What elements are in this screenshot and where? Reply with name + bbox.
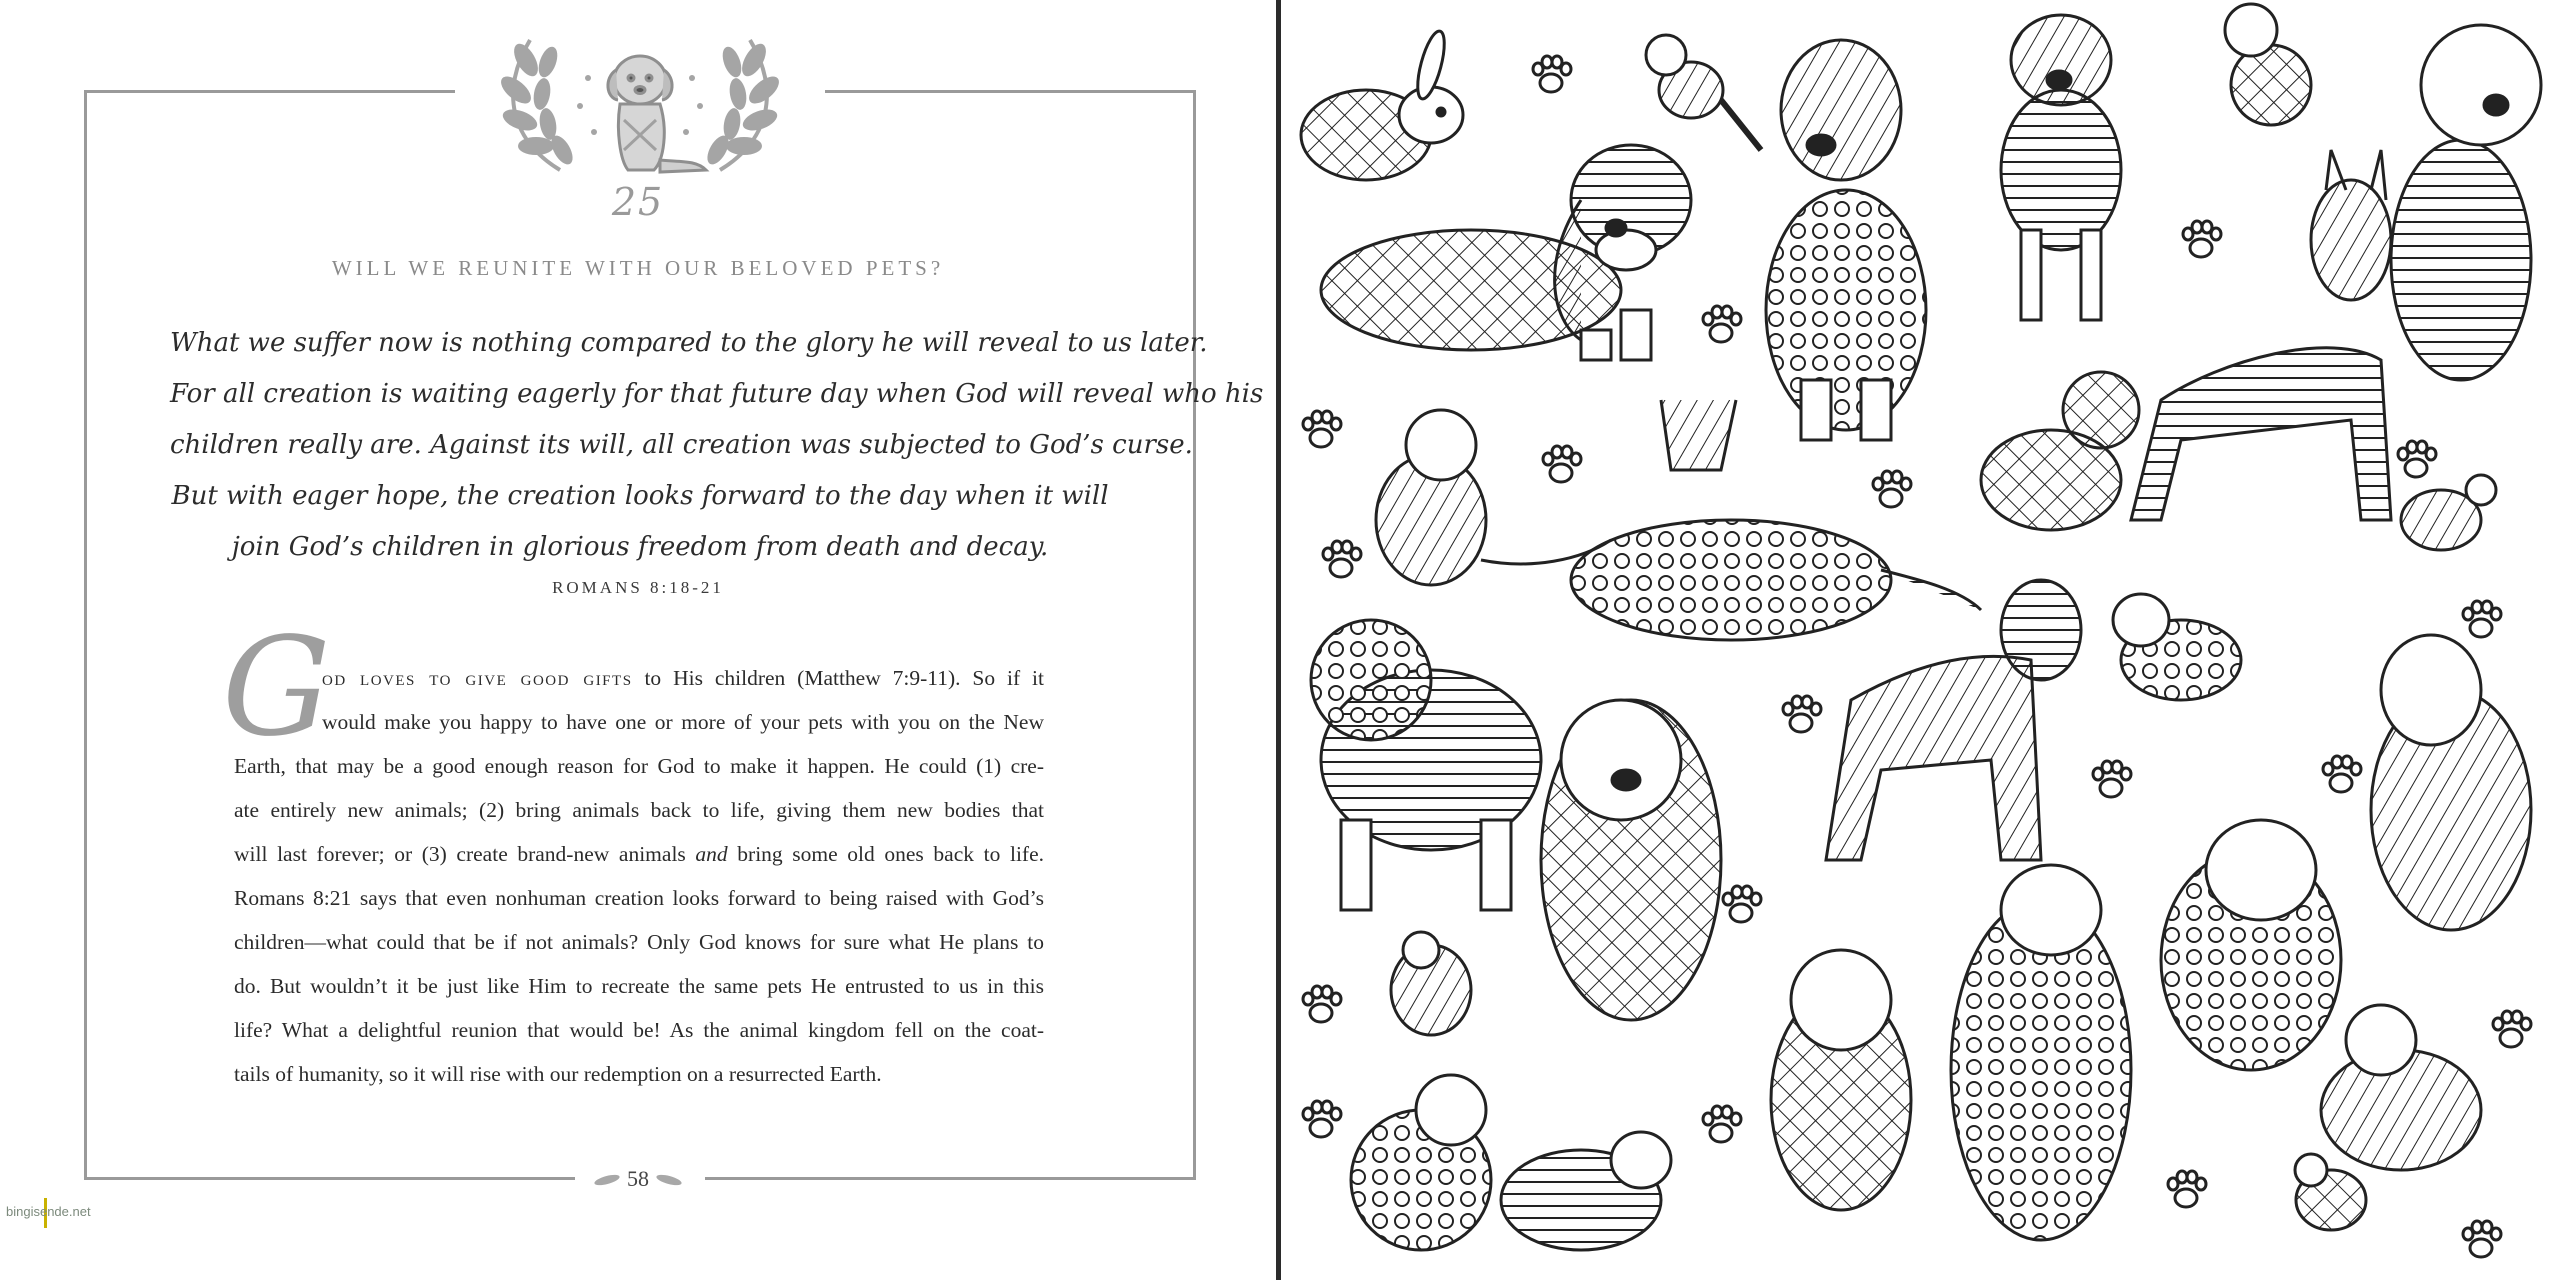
dog-icon xyxy=(1951,865,2131,1240)
cat-icon xyxy=(2225,4,2311,125)
puppy-icon xyxy=(608,56,706,172)
rabbit-icon xyxy=(2113,594,2241,700)
quote-line: But with eager hope, the creation looks forward to the day when it will xyxy=(171,481,1109,511)
coloring-page xyxy=(1281,0,2560,1280)
quote-line: children really are. Against its will, all creation was subjected to God’s curse. xyxy=(170,430,1193,460)
drop-cap: G xyxy=(222,609,331,767)
body-line xyxy=(234,832,1044,876)
dog-icon xyxy=(2391,25,2541,380)
dog-icon xyxy=(1981,372,2139,530)
scripture-reference: ROMANS 8:18-21 xyxy=(552,578,724,597)
cat-icon xyxy=(1376,410,1611,585)
dog-icon xyxy=(2131,150,2391,520)
dog-icon xyxy=(1541,700,1721,1020)
dog-icon xyxy=(1571,400,1981,640)
body-line: life? What a delightful reunion that would be! As the animal kingdom fell on the coat- xyxy=(234,1018,1044,1042)
quote-line: join God’s children in glorious freedom from death and decay. xyxy=(231,532,1049,562)
cat-icon xyxy=(1351,1075,1491,1250)
bird-icon xyxy=(1391,932,1471,1035)
dog-icon xyxy=(1766,40,1926,440)
body-line: Earth, that may be a good enough reason for God to make it happen. He could (1) cre- xyxy=(234,754,1044,778)
body-line: Romans 8:21 says that even nonhuman creation looks forward to being raised with God’s xyxy=(234,886,1044,910)
body-line: would make you happy to have one or more of your pets with you on the New xyxy=(322,710,1044,734)
body-line: do. But wouldn’t it be just like Him to recreate the same pets He entrusted to us in this xyxy=(234,974,1044,998)
quote-line: For all creation is waiting eagerly for that future day when God will reveal who his xyxy=(170,379,1264,409)
body-line: children—what could that be if not animals? Only God knows for sure what He plans to xyxy=(234,930,1044,954)
text-page xyxy=(0,0,1276,1280)
body-line: tails of humanity, so it will rise with our redemption on a resurrected Earth. xyxy=(234,1062,882,1086)
bird-icon xyxy=(1646,35,1761,150)
chapter-title: WILL WE REUNITE WITH OUR BELOVED PETS? xyxy=(331,256,945,280)
scripture-quote xyxy=(170,318,1264,573)
dog-icon xyxy=(2161,820,2341,1070)
bird-icon xyxy=(2295,1154,2366,1230)
rabbit-icon xyxy=(1501,1132,1671,1250)
body-line-text: to His children (Matthew 7:9-11). So if it xyxy=(632,666,1044,690)
cat-icon xyxy=(2321,1005,2481,1170)
animal-coloring-illustration xyxy=(1281,0,2560,1280)
dog-icon xyxy=(2001,15,2121,320)
dog-icon xyxy=(1826,580,2081,860)
emphasis-text: and xyxy=(695,842,728,866)
bird-icon xyxy=(2401,475,2496,550)
page-number: 58 xyxy=(627,1166,649,1191)
rabbit-icon xyxy=(1301,29,1463,180)
body-line xyxy=(234,656,1044,700)
watermark: bingisende.net xyxy=(6,1204,91,1219)
body-line-text: bring some old ones back to life. xyxy=(727,842,1044,866)
chapter-number: 25 xyxy=(611,180,665,224)
lead-in-words: od loves to give good gifts xyxy=(322,666,633,690)
quote-line: What we suffer now is nothing compared to the glory he will reveal to us later. xyxy=(170,328,1208,358)
body-line: ate entirely new animals; (2) bring animals back to life, giving them new bodies that xyxy=(234,798,1044,822)
dog-icon xyxy=(1771,950,1911,1210)
body-text xyxy=(234,656,1044,1096)
dog-icon xyxy=(1311,620,1541,910)
body-line-text: will last forever; or (3) create brand-new animals xyxy=(234,842,696,866)
dog-icon xyxy=(2371,635,2531,930)
